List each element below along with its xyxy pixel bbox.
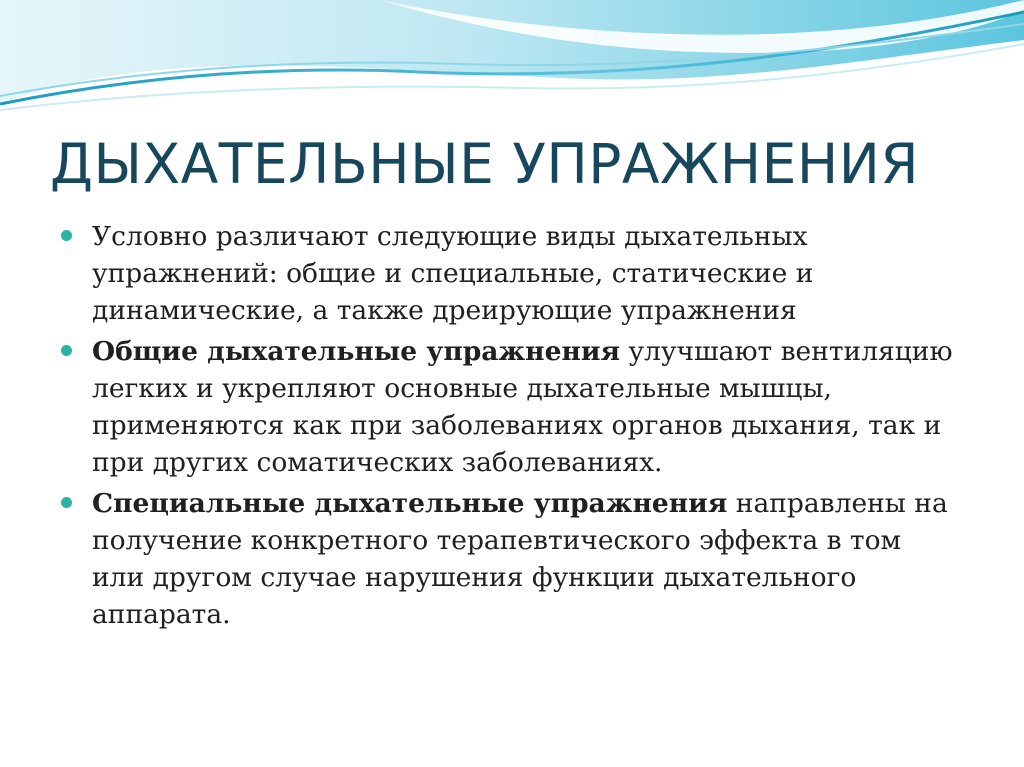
bullet-text: улучшают вентиляцию легких и укрепляют основные дыхательные мышцы, применяются как при заболеваниях органов дыхания, так и при других соматических заболеваниях. xyxy=(92,336,953,478)
bullet-bold-text: Общие дыхательные упражнения xyxy=(92,336,621,367)
bullet-item xyxy=(60,333,960,481)
bullet-text: Условно различают следующие виды дыхательных упражнений: общие и специальные, статические и динамические, а также дреирующие упражнения xyxy=(92,221,814,326)
bullet-item xyxy=(60,218,960,329)
bullet-bold-text: Специальные дыхательные упражнения xyxy=(92,488,728,519)
bullet-item xyxy=(60,485,960,633)
bullet-text: направлены на получение конкретного терапевтического эффекта в том или другом случае нарушения функции дыхательного аппарата. xyxy=(92,488,948,630)
wave-decoration xyxy=(0,0,1024,130)
bullet-icon xyxy=(61,230,72,241)
bullet-list xyxy=(60,218,960,637)
slide-title: ДЫХАТЕЛЬНЫЕ УПРАЖНЕНИЯ xyxy=(50,132,920,196)
bullet-icon xyxy=(61,497,72,508)
bullet-icon xyxy=(61,345,72,356)
